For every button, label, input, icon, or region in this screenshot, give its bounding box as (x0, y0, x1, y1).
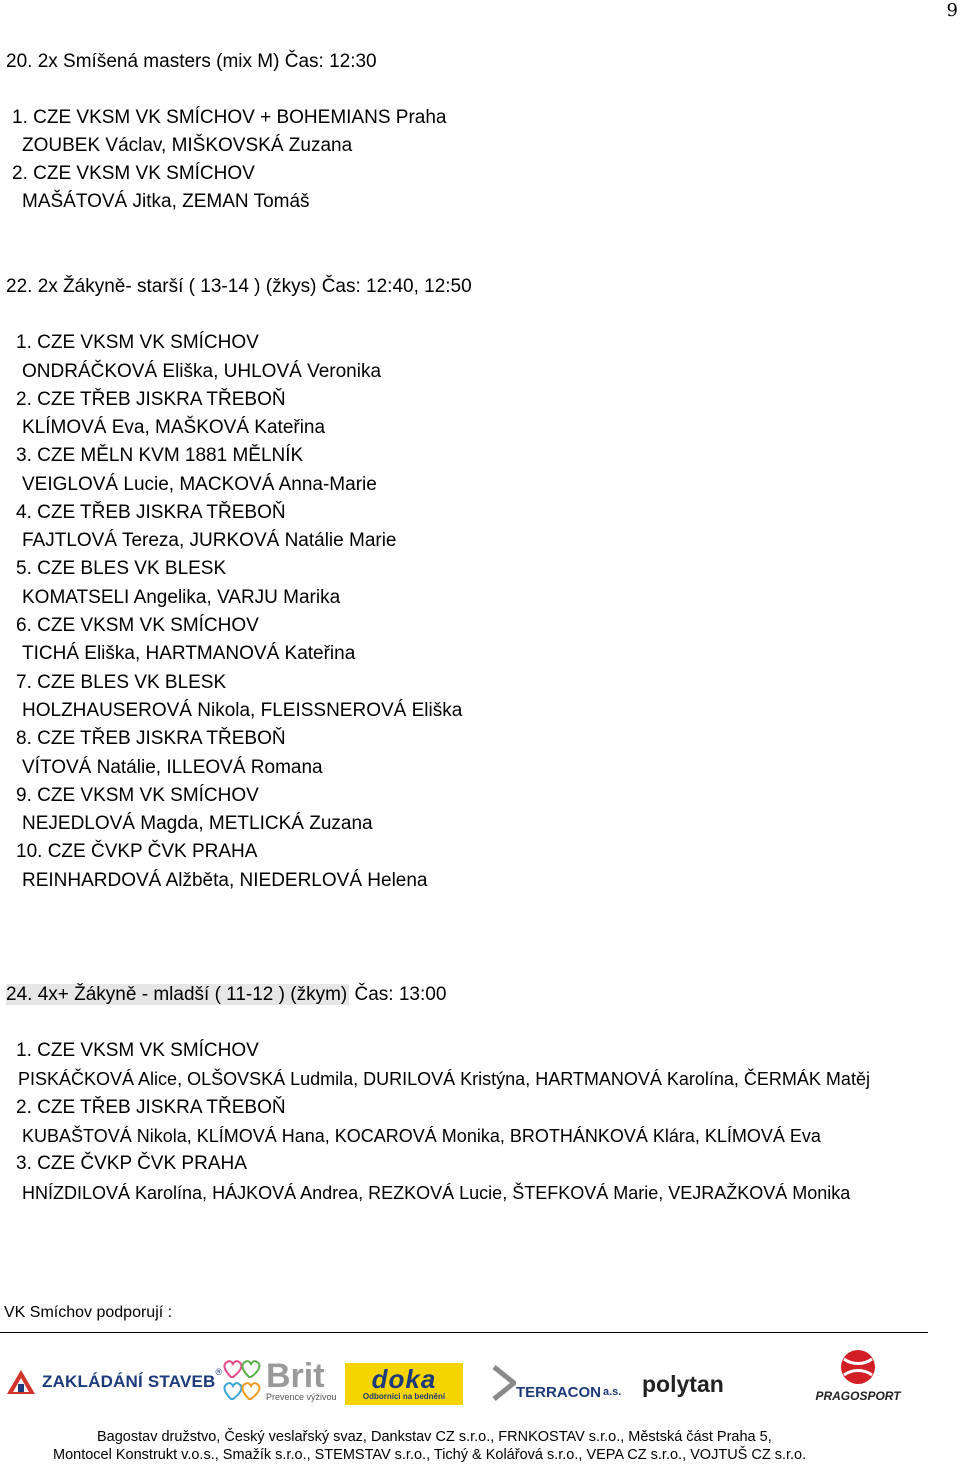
pragosport-logo (808, 1347, 908, 1409)
entry-names: KOMATSELI Angelika, VARJU Marika (22, 587, 341, 608)
entry-club: 1. CZE VKSM VK SMÍCHOV (16, 332, 259, 353)
pragosport-text: PRAGOSPORT (815, 1389, 901, 1403)
zakladani-staveb-icon (6, 1369, 36, 1395)
brit-logo (220, 1359, 337, 1403)
entry-names: ZOUBEK Václav, MIŠKOVSKÁ Zuzana (22, 135, 353, 156)
entry-club: 3. CZE MĚLN KVM 1881 MĚLNÍK (16, 445, 304, 466)
registered-mark: ® (215, 1367, 223, 1377)
section-heading-22: 22. 2x Žákyně- starší ( 13-14 ) (žkys) Čas: 12:40, 12:50 (6, 276, 472, 297)
entry-club: 2. CZE VKSM VK SMÍCHOV (12, 163, 255, 184)
doka-text: doka (371, 1364, 437, 1394)
page-number: 9 (946, 0, 958, 21)
entry-names: KUBAŠTOVÁ Nikola, KLÍMOVÁ Hana, KOCAROVÁ Monika, BROTHÁNKOVÁ Klára, KLÍMOVÁ Eva (22, 1126, 821, 1146)
entry-names: HOLZHAUSEROVÁ Nikola, FLEISSNEROVÁ Eliška (22, 700, 463, 721)
entry-names: KLÍMOVÁ Eva, MAŠKOVÁ Kateřina (22, 417, 326, 438)
brit-text: Brit (266, 1357, 325, 1395)
polytan-text: polytan (642, 1370, 724, 1397)
terracon-suffix: a.s. (603, 1386, 622, 1398)
entry-names: MAŠÁTOVÁ Jitka, ZEMAN Tomáš (22, 191, 310, 212)
terracon-logo (490, 1359, 621, 1407)
entry-club: 9. CZE VKSM VK SMÍCHOV (16, 785, 259, 806)
brit-hearts-icon (220, 1359, 264, 1403)
entry-club: 1. CZE VKSM VK SMÍCHOV (16, 1040, 259, 1061)
entry-club: 8. CZE TŘEB JISKRA TŘEBOŇ (16, 728, 286, 749)
entry-names: VÍTOVÁ Natálie, ILLEOVÁ Romana (22, 757, 323, 778)
section-heading-20: 20. 2x Smíšená masters (mix M) Čas: 12:30 (6, 51, 377, 72)
sponsors-list-line-1: Bagostav družstvo, Český veslařský svaz, Dankstav CZ s.r.o., FRNKOSTAV s.r.o., Městská část Praha 5, (97, 1429, 772, 1445)
entry-names: REINHARDOVÁ Alžběta, NIEDERLOVÁ Helena (22, 870, 428, 891)
section-heading-24 (6, 983, 446, 1007)
pragosport-ball-icon (836, 1347, 880, 1389)
sponsors-divider (0, 1332, 928, 1333)
entry-names: PISKÁČKOVÁ Alice, OLŠOVSKÁ Ludmila, DURILOVÁ Kristýna, HARTMANOVÁ Karolína, ČERMÁK Matěj (18, 1069, 870, 1089)
sponsors-list-line-2: Montocel Konstrukt v.o.s., Smažík s.r.o., STEMSTAV s.r.o., Tichý & Kolářová s.r.o., VEPA CZ s.r.o., VOJTUŠ CZ s.r.o. (53, 1447, 807, 1463)
entry-club: 5. CZE BLES VK BLESK (16, 558, 227, 579)
entry-names: VEIGLOVÁ Lucie, MACKOVÁ Anna-Marie (22, 474, 377, 495)
entry-club: 10. CZE ČVKP ČVK PRAHA (16, 841, 258, 862)
terracon-arrow-icon (490, 1363, 516, 1403)
section-heading-time: Čas: 13:00 (349, 984, 447, 1005)
brit-subtitle: Prevence výživou (266, 1392, 337, 1402)
entry-club: 2. CZE TŘEB JISKRA TŘEBOŇ (16, 389, 286, 410)
entry-club: 1. CZE VKSM VK SMÍCHOV + BOHEMIANS Praha (12, 107, 447, 128)
entry-club: 4. CZE TŘEB JISKRA TŘEBOŇ (16, 502, 286, 523)
entry-names: ONDRÁČKOVÁ Eliška, UHLOVÁ Veronika (22, 361, 382, 382)
doka-logo (345, 1363, 463, 1405)
entry-names: FAJTLOVÁ Tereza, JURKOVÁ Natálie Marie (22, 530, 397, 551)
entry-club: 6. CZE VKSM VK SMÍCHOV (16, 615, 259, 636)
doka-subtitle: Odborníci na bednění (362, 1392, 446, 1401)
zakladani-staveb-text: ZAKLÁDÁNÍ STAVEB (42, 1372, 216, 1391)
entry-club: 3. CZE ČVKP ČVK PRAHA (16, 1153, 247, 1174)
entry-names: TICHÁ Eliška, HARTMANOVÁ Kateřina (22, 643, 356, 664)
section-heading-title: 24. 4x+ Žákyně - mladší ( 11-12 ) (žkym) (6, 984, 348, 1005)
polytan-logo (642, 1369, 724, 1399)
zakladani-staveb-logo (6, 1367, 222, 1397)
entry-names: NEJEDLOVÁ Magda, METLICKÁ Zuzana (22, 813, 373, 834)
sponsor-logos (0, 1345, 960, 1415)
entry-club: 2. CZE TŘEB JISKRA TŘEBOŇ (16, 1097, 286, 1118)
entry-club: 7. CZE BLES VK BLESK (16, 672, 227, 693)
terracon-text: TERRACON (516, 1383, 601, 1401)
entry-names: HNÍZDILOVÁ Karolína, HÁJKOVÁ Andrea, REZKOVÁ Lucie, ŠTEFKOVÁ Marie, VEJRAŽKOVÁ Monika (22, 1183, 851, 1203)
sponsors-label: VK Smíchov podporují : (4, 1304, 173, 1321)
